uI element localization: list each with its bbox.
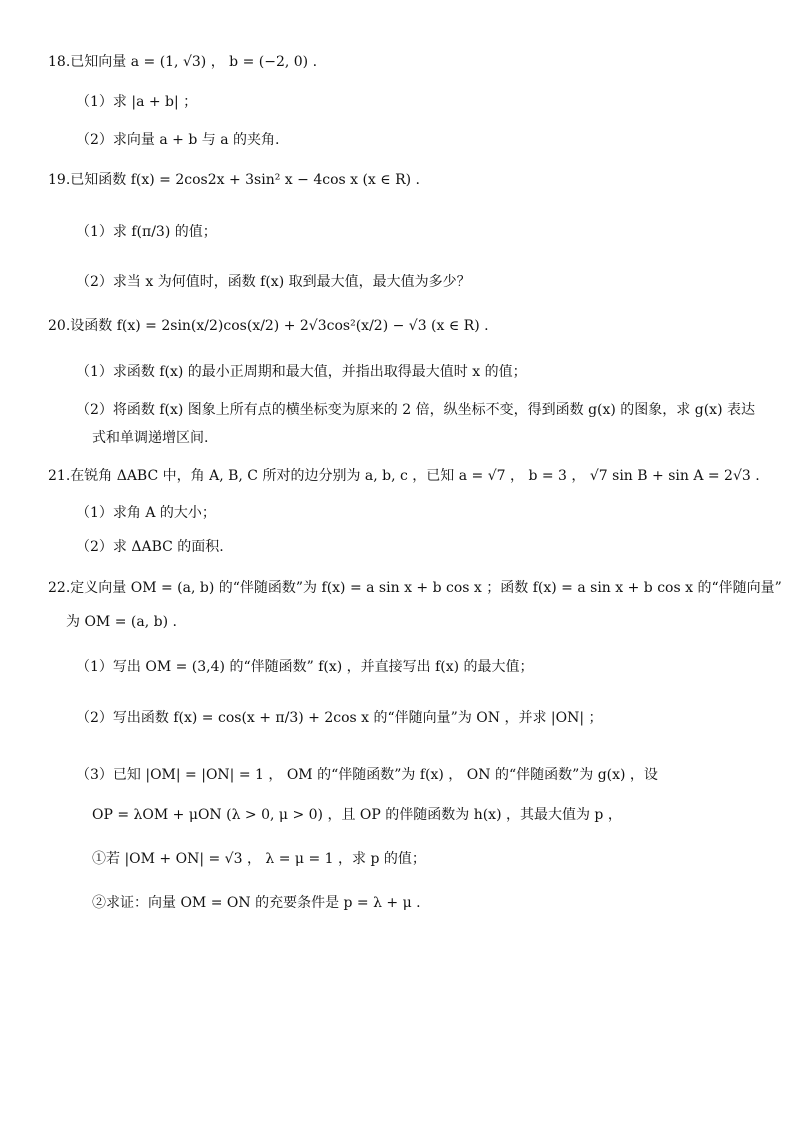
problem-22-part-2: （2）写出函数 f(x) = cos(x + π/3) + 2cos x 的“伴随向量”为 ON ，并求 |ON| ；: [76, 710, 603, 726]
problem-20-part-2: （2）将函数 f(x) 图象上所有点的横坐标变为原来的 2 倍，纵坐标不变，得到函数 g(x) 的图象，求 g(x) 表达: [76, 402, 755, 418]
problem-18-stem: 18.已知向量 a = (1, √3) ， b = (−2, 0) .: [48, 54, 318, 70]
problem-20-stem: 20.设函数 f(x) = 2sin(x/2)cos(x/2) + 2√3cos²(x/2) − √3 (x ∈ R) .: [48, 318, 489, 334]
problem-21-part-1: （1）求角 A 的大小；: [76, 505, 216, 521]
problem-19-stem: 19.已知函数 f(x) = 2cos2x + 3sin² x − 4cos x (x ∈ R) .: [48, 172, 420, 188]
problem-19-part-1: （1）求 f(π/3) 的值；: [76, 224, 217, 240]
problem-18-part-2: （2）求向量 a + b 与 a 的夹角.: [76, 132, 280, 148]
problem-22-part-3-sub-1: ①若 |OM + ON| = √3 ， λ = μ = 1 ，求 p 的值；: [92, 851, 426, 867]
problem-22-stem: 22.定义向量 OM = (a, b) 的“伴随函数”为 f(x) = a sin x + b cos x ；函数 f(x) = a sin x + b cos x 的“伴随向量”: [48, 580, 782, 596]
problem-22-stem-cont: 为 OM = (a, b) .: [66, 614, 177, 630]
problem-22-part-3: （3）已知 |OM| = |ON| = 1 ， OM 的“伴随函数”为 f(x) ， ON 的“伴随函数”为 g(x) ，设: [76, 767, 658, 783]
problem-22-part-3-cont: OP = λOM + μON (λ > 0, μ > 0) ，且 OP 的伴随函数为 h(x) ，其最大值为 p ，: [92, 807, 622, 823]
problem-18-part-1: （1）求 |a + b| ；: [76, 94, 198, 110]
problem-22-part-1: （1）写出 OM = (3,4) 的“伴随函数” f(x) ，并直接写出 f(x) 的最大值；: [76, 659, 534, 675]
problem-22-part-3-sub-2: ②求证：向量 OM = ON 的充要条件是 p = λ + μ .: [92, 895, 421, 911]
problem-21-stem: 21.在锐角 ΔABC 中，角 A, B, C 所对的边分别为 a, b, c ，已知 a = √7 ， b = 3 ， √7 sin B + sin A = 2√3 .: [48, 468, 760, 484]
problem-20-part-2-cont: 式和单调递增区间.: [92, 430, 209, 446]
problem-19-part-2: （2）求当 x 为何值时，函数 f(x) 取到最大值，最大值为多少？: [76, 274, 471, 290]
problem-20-part-1: （1）求函数 f(x) 的最小正周期和最大值，并指出取得最大值时 x 的值；: [76, 364, 527, 380]
problem-21-part-2: （2）求 ΔABC 的面积.: [76, 539, 224, 555]
